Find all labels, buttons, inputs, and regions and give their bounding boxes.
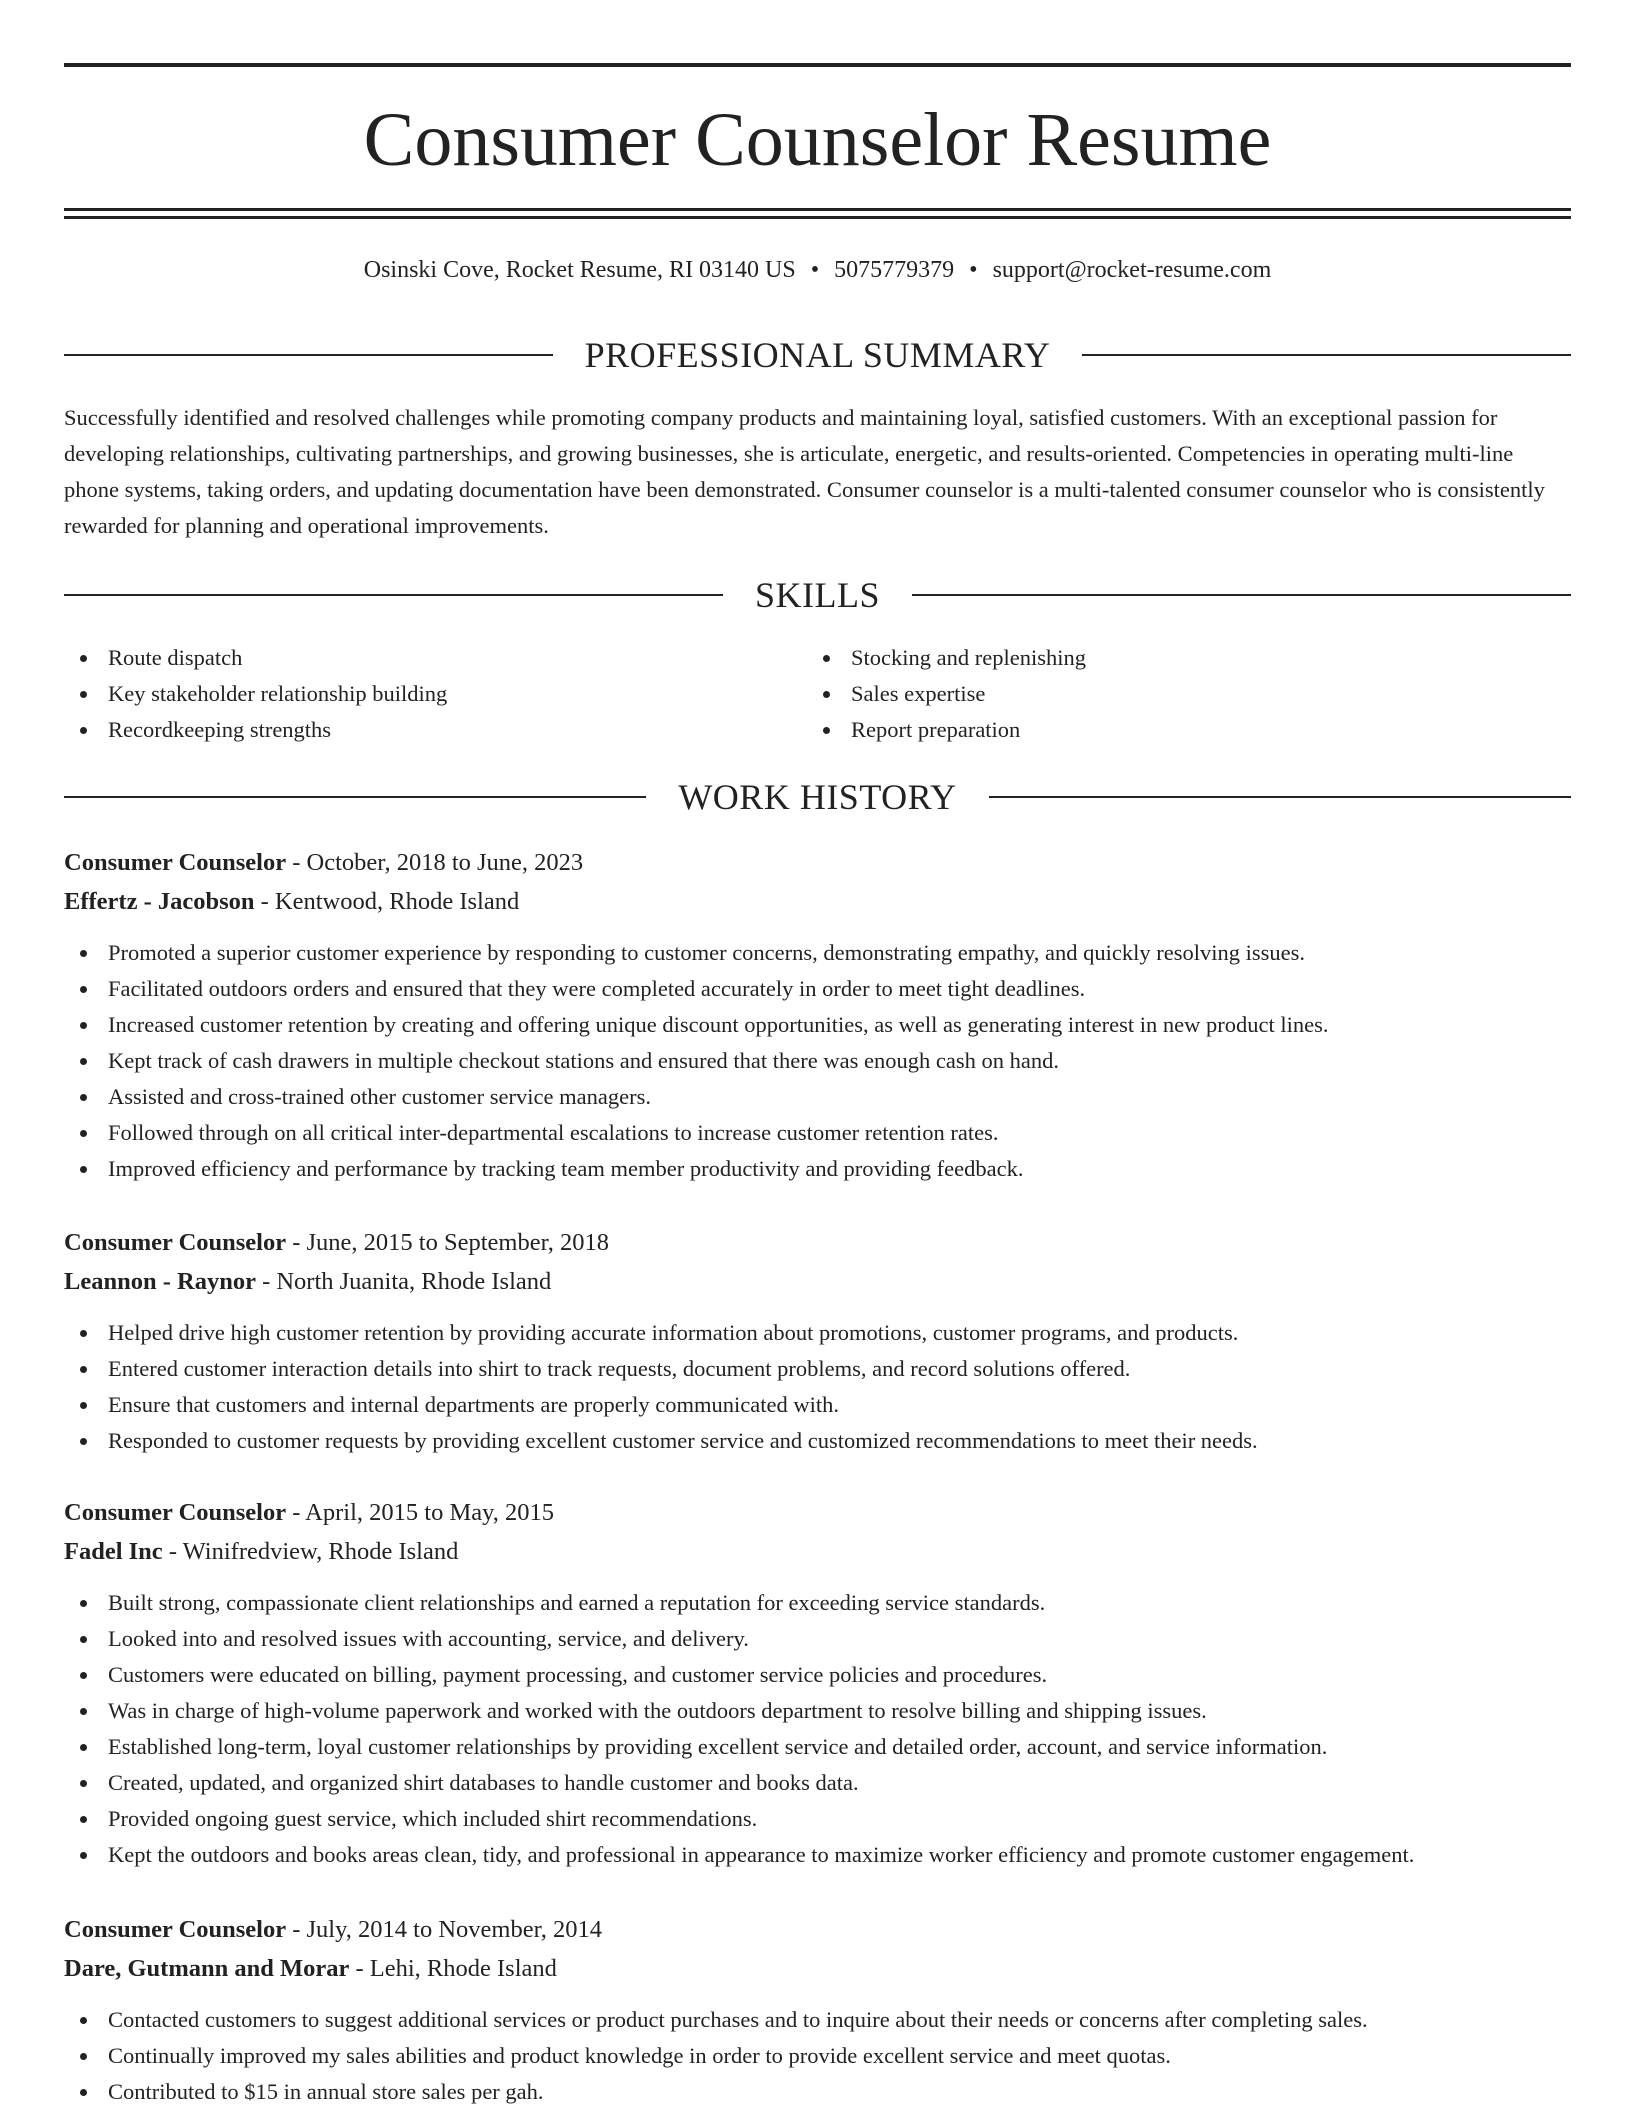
duty-item: Built strong, compassionate client relationships and earned a reputation for exceeding service standards. — [64, 1585, 1571, 1621]
summary-heading — [64, 333, 1571, 377]
duty-item: Was in charge of high-volume paperwork and worked with the outdoors department to resolve billing and shipping issues. — [64, 1693, 1571, 1729]
job-location: - Winifredview, Rhode Island — [162, 1538, 459, 1565]
duty-item: Looked into and resolved issues with accounting, service, and delivery. — [64, 1621, 1571, 1657]
job-company: Dare, Gutmann and Morar — [64, 1955, 350, 1982]
job-title-line — [64, 1910, 1571, 1949]
duty-item: Facilitated outdoors orders and ensured that they were completed accurately in order to meet tight deadlines. — [64, 971, 1571, 1007]
job-dates: - October, 2018 to June, 2023 — [286, 849, 584, 876]
job-company: Effertz - Jacobson — [64, 888, 255, 915]
heading-rule-left — [64, 594, 723, 596]
summary-heading-label: PROFESSIONAL SUMMARY — [584, 335, 1051, 375]
contact-phone: 5075779379 — [834, 257, 955, 283]
job-company-line — [64, 1262, 1571, 1301]
duty-item: Contacted customers to suggest additional services or product purchases and to inquire about their needs or concerns after completing sales. — [64, 2002, 1571, 2038]
contact-separator: • — [969, 257, 978, 283]
heading-rule-right — [989, 796, 1571, 798]
duty-item: Improved efficiency and performance by tracking team member productivity and providing feedback. — [64, 1151, 1571, 1187]
duty-item: Increased customer retention by creating and offering unique discount opportunities, as well as generating interest in new product lines. — [64, 1007, 1571, 1043]
duty-item: Contributed to $15 in annual store sales per gah. — [64, 2074, 1571, 2110]
duty-item: Established long-term, loyal customer relationships by providing excellent service and detailed order, account, and service information. — [64, 1729, 1571, 1765]
job-dates: - July, 2014 to November, 2014 — [286, 1916, 603, 1943]
job-location: - Lehi, Rhode Island — [349, 1955, 557, 1982]
title-divider-upper — [64, 208, 1571, 211]
job-title: Consumer Counselor — [64, 1499, 287, 1526]
job-company: Fadel Inc — [64, 1538, 163, 1565]
job-duties — [64, 1315, 1571, 1459]
job-entry — [64, 1493, 1571, 1873]
duty-item: Ensure that customers and internal departments are properly communicated with. — [64, 1387, 1571, 1423]
title-divider-lower — [64, 216, 1571, 219]
contact-address: Osinski Cove, Rocket Resume, RI 03140 US — [363, 257, 796, 283]
duty-item: Entered customer interaction details into shirt to track requests, document problems, and record solutions offered. — [64, 1351, 1571, 1387]
job-company-line — [64, 1532, 1571, 1571]
job-duties — [64, 1585, 1571, 1873]
job-location: - Kentwood, Rhode Island — [254, 888, 520, 915]
heading-rule-right — [912, 594, 1571, 596]
contact-line — [64, 254, 1571, 286]
job-title-line — [64, 843, 1571, 882]
job-title-line — [64, 1493, 1571, 1532]
skill-item: Key stakeholder relationship building — [64, 676, 807, 712]
skill-item: Report preparation — [807, 712, 1550, 748]
skills-heading-label: SKILLS — [755, 575, 881, 615]
job-company-line — [64, 882, 1571, 921]
work-heading — [64, 775, 1571, 819]
job-title: Consumer Counselor — [64, 849, 287, 876]
contact-email: support@rocket-resume.com — [992, 257, 1272, 283]
heading-rule-left — [64, 796, 646, 798]
summary-text: Successfully identified and resolved challenges while promoting company products and maintaining loyal, satisfied customers. With an exceptional passion for developing relationships, cultivating partnerships, and growing businesses, she is articulate, energetic, and results-oriented. Competencies in operating multi-line phone systems, taking orders, and updating documentation have been demonstrated. Consumer counselor is a multi-talented consumer counselor who is consistently rewarded for planning and operational improvements. — [64, 405, 1545, 538]
duty-item: Assisted and cross-trained other customer service managers. — [64, 1079, 1571, 1115]
job-location: - North Juanita, Rhode Island — [255, 1268, 552, 1295]
duty-item: Kept track of cash drawers in multiple checkout stations and ensured that there was enough cash on hand. — [64, 1043, 1571, 1079]
skills-column-right — [807, 640, 1550, 748]
duty-item: Provided ongoing guest service, which included shirt recommendations. — [64, 1801, 1571, 1837]
job-duties — [64, 2002, 1571, 2110]
job-entry — [64, 1223, 1571, 1459]
job-duties — [64, 935, 1571, 1187]
job-title: Consumer Counselor — [64, 1916, 287, 1943]
skill-item: Sales expertise — [807, 676, 1550, 712]
heading-rule-right — [1082, 354, 1571, 356]
job-dates: - June, 2015 to September, 2018 — [286, 1229, 610, 1256]
job-company: Leannon - Raynor — [64, 1268, 256, 1295]
skills-heading — [64, 573, 1571, 617]
job-company-line — [64, 1949, 1571, 1988]
heading-rule-left — [64, 354, 553, 356]
duty-item: Helped drive high customer retention by providing accurate information about promotions, customer programs, and products. — [64, 1315, 1571, 1351]
resume-title: Consumer Counselor Resume — [363, 98, 1272, 182]
job-entry — [64, 843, 1571, 1187]
job-title-line — [64, 1223, 1571, 1262]
duty-item: Created, updated, and organized shirt databases to handle customer and books data. — [64, 1765, 1571, 1801]
duty-item: Followed through on all critical inter-departmental escalations to increase customer retention rates. — [64, 1115, 1571, 1151]
duty-item: Promoted a superior customer experience by responding to customer concerns, demonstrating empathy, and quickly resolving issues. — [64, 935, 1571, 971]
skill-item: Stocking and replenishing — [807, 640, 1550, 676]
duty-item: Continually improved my sales abilities and product knowledge in order to provide excellent service and meet quotas. — [64, 2038, 1571, 2074]
job-title: Consumer Counselor — [64, 1229, 287, 1256]
skills-column-left — [64, 640, 807, 748]
top-divider — [64, 63, 1571, 67]
skill-item: Route dispatch — [64, 640, 807, 676]
skill-item: Recordkeeping strengths — [64, 712, 807, 748]
work-heading-label: WORK HISTORY — [678, 777, 957, 817]
duty-item: Responded to customer requests by providing excellent customer service and customized recommendations to meet their needs. — [64, 1423, 1571, 1459]
job-dates: - April, 2015 to May, 2015 — [286, 1499, 555, 1526]
job-entry — [64, 1910, 1571, 2110]
duty-item: Customers were educated on billing, payment processing, and customer service policies and procedures. — [64, 1657, 1571, 1693]
duty-item: Kept the outdoors and books areas clean, tidy, and professional in appearance to maximize worker efficiency and promote customer engagement. — [64, 1837, 1571, 1873]
skills-list — [64, 640, 1571, 748]
contact-separator: • — [810, 257, 820, 283]
